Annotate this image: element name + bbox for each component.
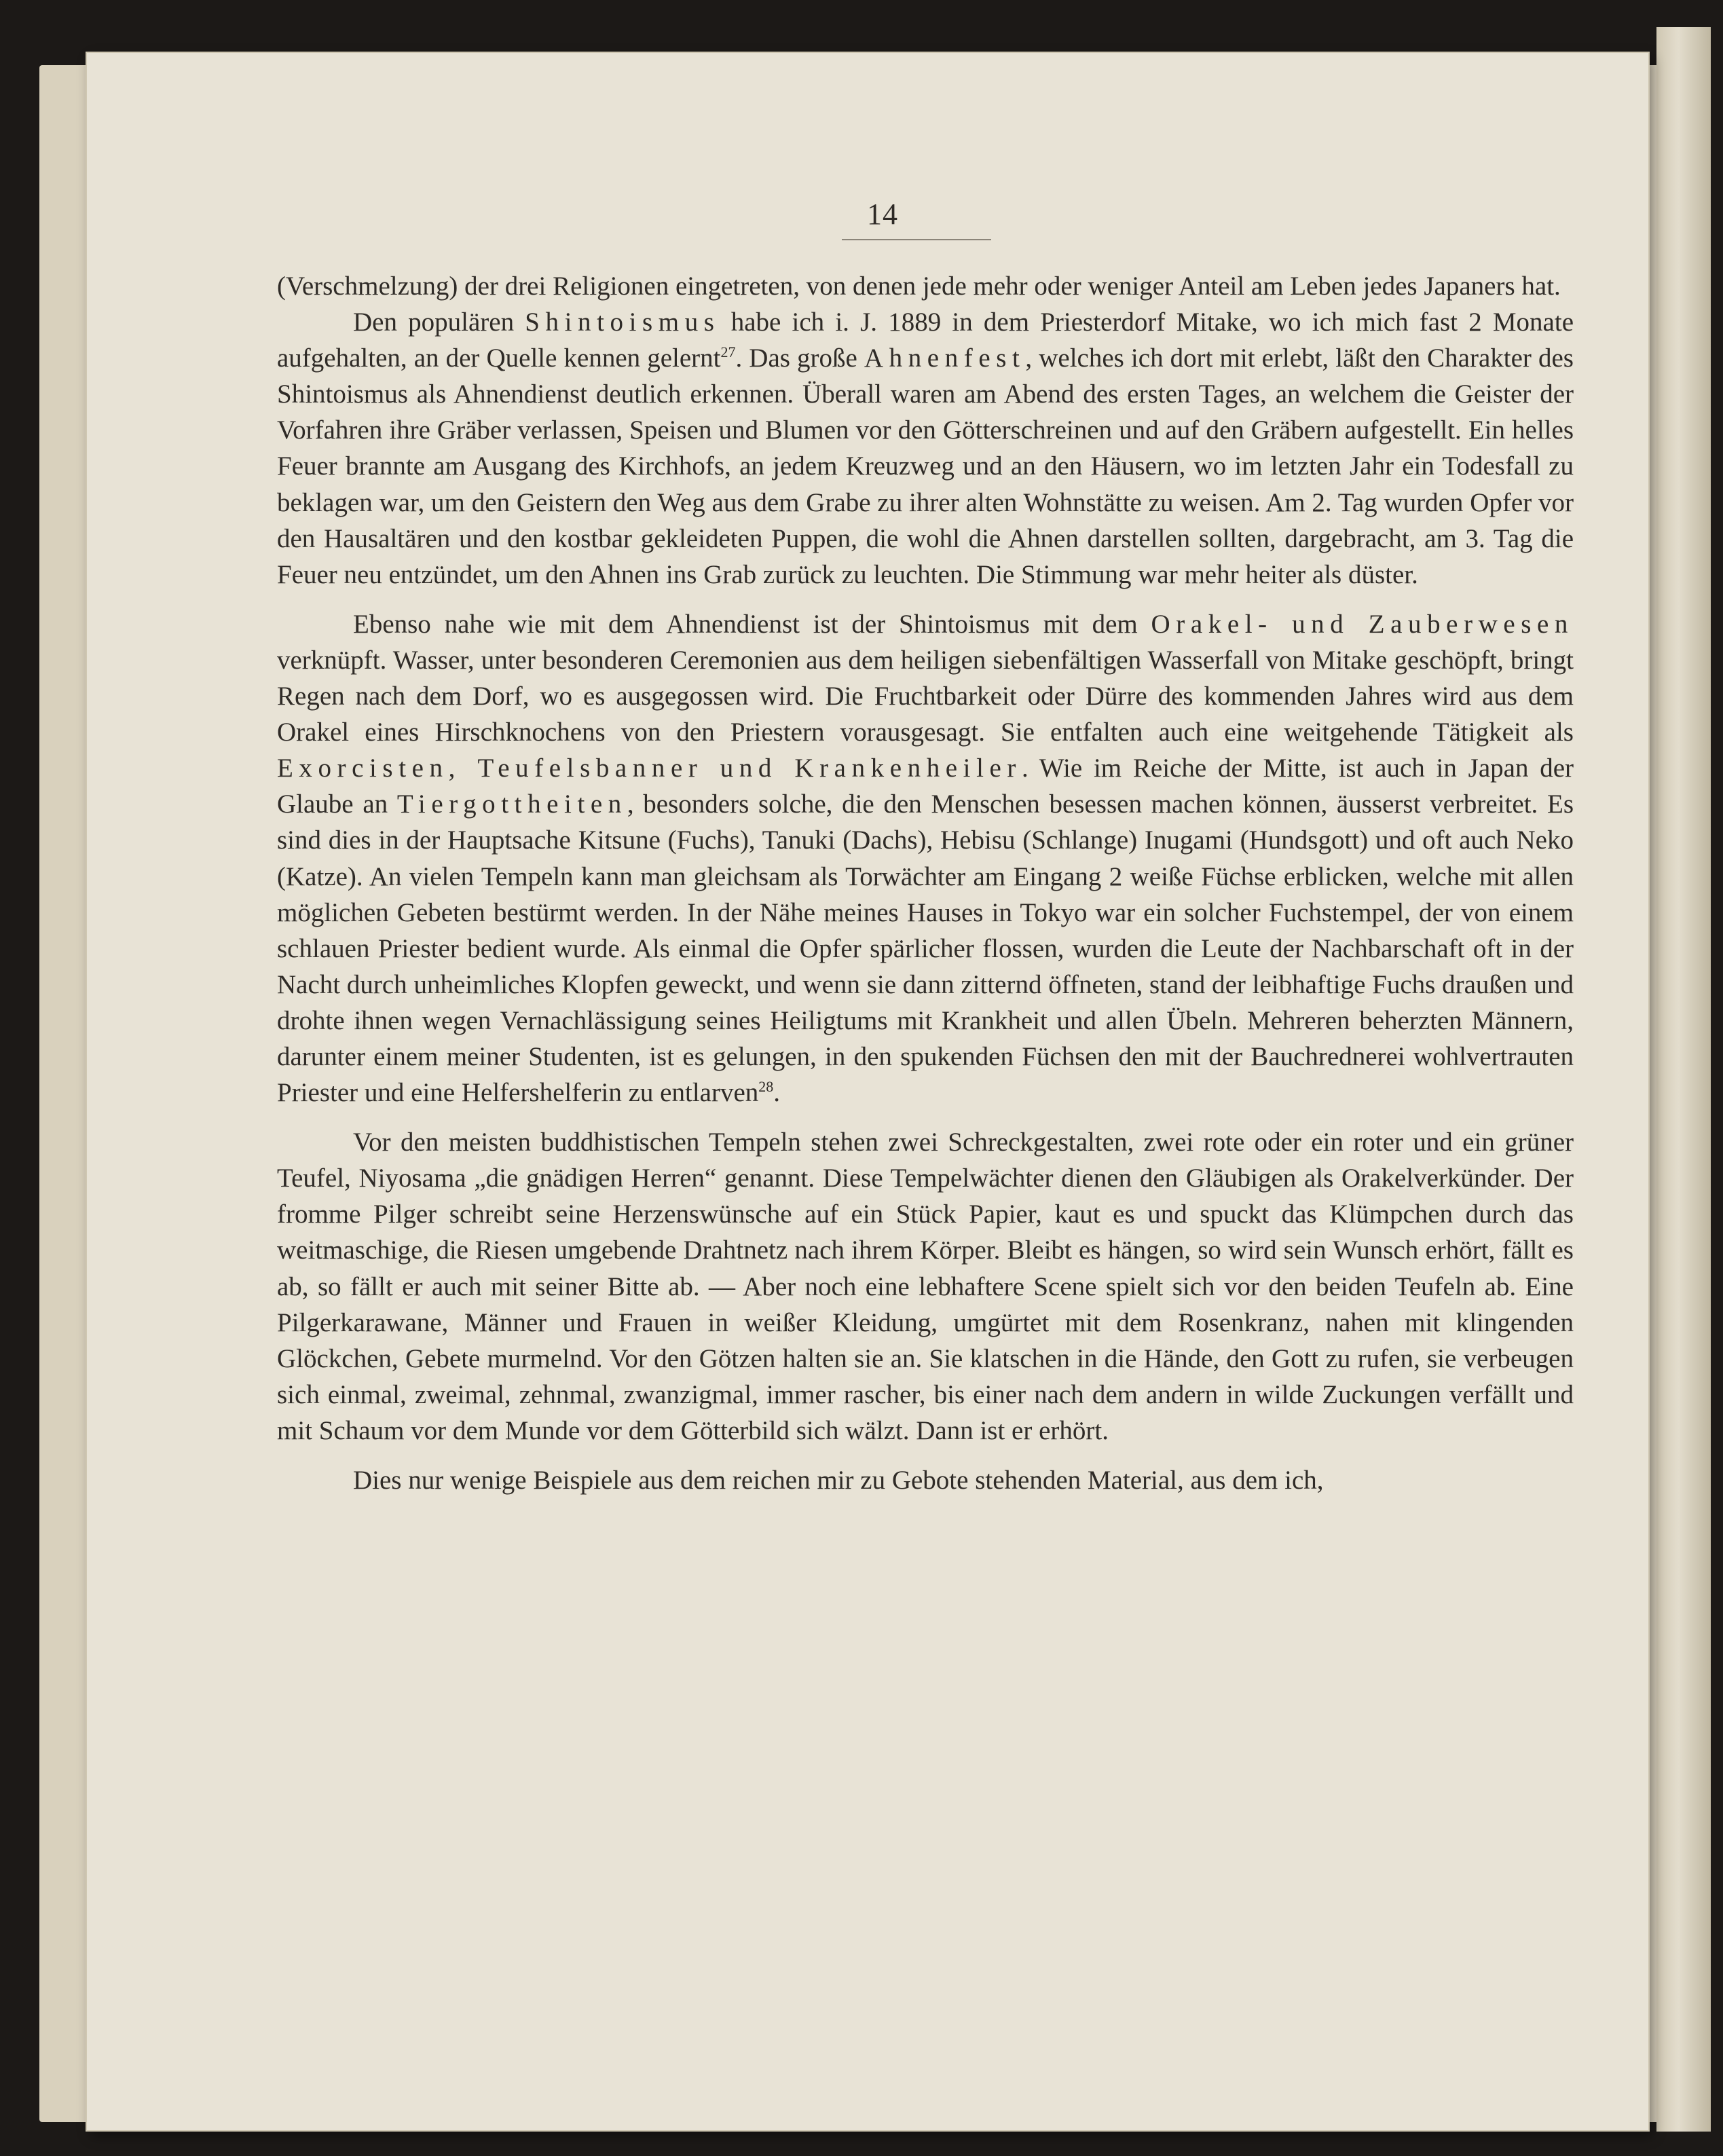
paragraph-3: [277, 606, 1574, 1111]
footnote-ref-28: 28: [758, 1078, 774, 1096]
paragraph-3-run-7: , besonders solche, die den Menschen besessen machen können, äusserst verbreitet. Es sind dies in der Hauptsache Kitsune (Fuchs), Tanuki (Dachs), Hebisu (Schlange) Inugami (Hundsgott) und oft auch Neko (Katze). An vielen Tempeln kann man gleichsam als Torwächter am Eingang 2 weiße Füchse erblicken, welche mit allen möglichen Gebeten bestürmt werden. In der Nähe meines Hauses in Tokyo war ein solcher Fuchstempel, der von einem schlauen Priester bedient wurde. Als einmal die Opfer spärlicher flossen, wurden die Leute der Nachbarschaft oft in der Nacht durch unheimliches Klopfen geweckt, und wenn sie dann zitternd öffneten, stand der leibhaftige Fuchs draußen und drohte ihnen wegen Vernachlässigung seines Heiligtums mit Krankheit und allen Übeln. Mehreren beherzten Männern, darunter einem meiner Studenten, ist es gelungen, in den spukenden Füchsen den mit der Bauchrednerei wohlvertrauten Priester und eine Helfershelferin zu entlarven: [277, 789, 1574, 1108]
paragraph-5-run-1: Dies nur wenige Beispiele aus dem reichen mir zu Gebote stehenden Material, aus dem ich,: [353, 1466, 1324, 1495]
footnote-ref-27: 27: [720, 343, 736, 361]
emphasis-tiergottheiten: Tiergottheiten: [396, 789, 627, 819]
paragraph-2-run-3: habe ich i. J. 1889 in dem Priesterdorf Mitake, wo ich mich fast 2 Monate aufgehalten, an der Quelle kennen gelernt: [277, 308, 1574, 373]
paragraph-2: [277, 304, 1574, 593]
paragraph-1: [277, 268, 1574, 304]
page-number-rule: [842, 239, 991, 240]
emphasis-orakel-zauberwesen: Orakel- und Zauberwesen: [1151, 609, 1574, 639]
emphasis-exorcisten: Exorcisten, Teufelsbanner und Krankenheiler: [277, 754, 1022, 783]
paragraph-1-run-1: (Verschmelzung) der drei Religionen eingetreten, von denen jede mehr oder weniger Anteil am Leben jedes Japaners hat.: [277, 272, 1561, 301]
body-text: [277, 268, 1574, 1498]
paragraph-2-run-5: . Das große: [735, 343, 864, 373]
paragraph-3-run-1: Ebenso nahe wie mit dem Ahnendienst ist der Shintoismus mit dem: [353, 609, 1151, 639]
emphasis-ahnenfest: Ahnenfest: [864, 343, 1026, 373]
paragraph-3-run-5: . Wie im Reiche der Mitte, ist auch in Japan der Glaube an: [277, 754, 1574, 819]
paragraph-3-run-9: .: [773, 1078, 781, 1108]
emphasis-shintoismus: Shintoismus: [525, 308, 720, 337]
paragraph-4: [277, 1124, 1574, 1449]
paragraph-2-run-7: , welches ich dort mit erlebt, läßt den Charakter des Shintoismus als Ahnendienst deutlich erkennen. Überall waren am Abend des ersten Tages, an welchem die Geister der Vorfahren ihre Gräber verlassen, Speisen und Blumen vor den Götterschreinen und auf den Gräbern aufgestellt. Ein helles Feuer brannte am Ausgang des Kirchhofs, an jedem Kreuzweg und an den Häusern, wo im letzten Jahr ein Todesfall zu beklagen war, um den Geistern den Weg aus dem Grabe zu ihrer alten Wohnstätte zu weisen. Am 2. Tag wurden Opfer vor den Hausaltären und den kostbar gekleideten Puppen, die wohl die Ahnen darstellen sollten, dargebracht, am 3. Tag die Feuer neu entzündet, um den Ahnen ins Grab zurück zu leuchten. Die Stimmung war mehr heiter als düster.: [277, 343, 1574, 589]
paragraph-4-run-1: Vor den meisten buddhistischen Tempeln stehen zwei Schreckgestalten, zwei rote oder ein roter und ein grüner Teufel, Niyosama „die gnädigen Herren“ genannt. Diese Tempelwächter dienen den Gläubigen als Orakelverkünder. Der fromme Pilger schreibt seine Herzenswünsche auf ein Stück Papier, kaut es und spuckt das Klümpchen durch das weitmaschige, die Riesen umgebende Drahtnetz nach ihrem Körper. Bleibt es hängen, so wird sein Wunsch erhört, fällt es ab, so fällt er auch mit seiner Bitte ab. — Aber noch eine lebhaftere Scene spielt sich vor den beiden Teufeln ab. Eine Pilgerkarawane, Männer und Frauen in weißer Kleidung, umgürtet mit dem Rosenkranz, nahen mit klingenden Glöckchen, Gebete murmelnd. Vor den Götzen halten sie an. Sie klatschen in die Hände, den Gott zu rufen, sie verbeugen sich einmal, zweimal, zehnmal, zwanzigmal, immer rascher, bis einer nach dem andern in wilde Zuckungen verfällt und mit Schaum vor dem Munde vor dem Götterbild sich wälzt. Dann ist er erhört.: [277, 1128, 1574, 1445]
next-page-edge: [1656, 27, 1711, 2132]
paragraph-5: [277, 1462, 1574, 1498]
paragraph-2-run-1: Den populären: [353, 308, 525, 337]
paragraph-3-run-3: verknüpft. Wasser, unter besonderen Ceremonien aus dem heiligen siebenfältigen Wasserfall von Mitake geschöpft, bringt Regen nach dem Dorf, wo es ausgegossen wird. Die Fruchtbarkeit oder Dürre des kommenden Jahres wird aus dem Orakel eines Hirschknochens von den Priestern vorausgesagt. Sie entfalten auch eine weitgehende Tätigkeit als: [277, 645, 1574, 747]
page-number: 14: [867, 198, 898, 231]
